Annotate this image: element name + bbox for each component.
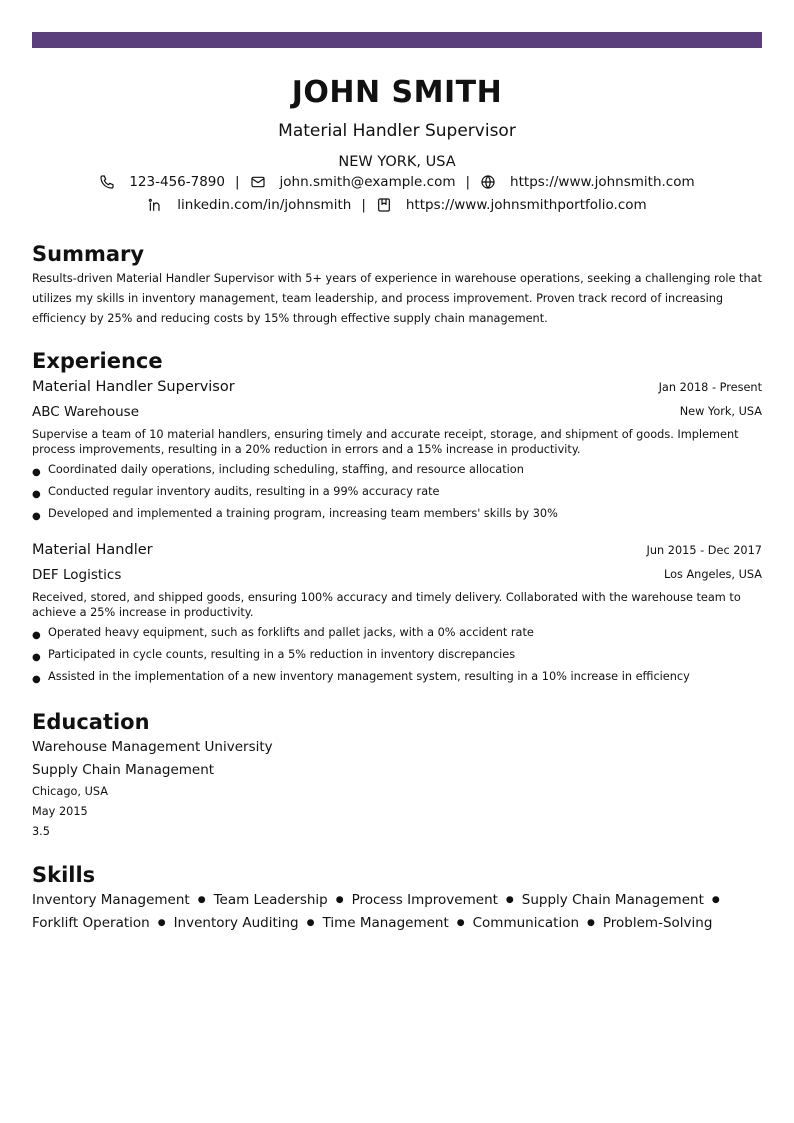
skill-item: Time Management	[322, 915, 449, 931]
candidate-location: NEW YORK, USA	[338, 154, 456, 170]
skill-item: Forklift Operation	[32, 915, 150, 931]
education-gpa: 3.5	[32, 825, 50, 838]
experience-heading: Experience	[32, 349, 163, 373]
job-bullets	[32, 459, 762, 525]
skills-heading: Skills	[32, 863, 96, 887]
contact-email[interactable]	[250, 173, 456, 191]
skill-separator: ●	[335, 895, 344, 905]
contact-separator: |	[465, 174, 471, 190]
education-date: May 2015	[32, 805, 88, 818]
contact-separator: |	[234, 174, 240, 190]
email-text[interactable]: john.smith@example.com	[279, 174, 456, 190]
contact-line-secondary	[32, 196, 762, 214]
skill-item: Problem-Solving	[602, 915, 713, 931]
skill-item: Inventory Auditing	[173, 915, 299, 931]
summary-heading: Summary	[32, 242, 145, 266]
list-item: ● Assisted in the implementation of a new inventory management system, resulting in a 10% increase in efficiency	[32, 666, 762, 688]
portfolio-text[interactable]: https://www.johnsmithportfolio.com	[405, 197, 647, 213]
job-bullets	[32, 622, 762, 688]
contact-line-primary	[32, 173, 762, 191]
list-item: ● Operated heavy equipment, such as forklifts and pallet jacks, with a 0% accident rate	[32, 622, 762, 644]
skill-item: Supply Chain Management	[521, 892, 704, 908]
skills-line-2	[32, 914, 762, 932]
phone-text[interactable]: 123-456-7890	[129, 174, 225, 190]
contact-linkedin[interactable]	[147, 196, 351, 214]
skill-item: Communication	[472, 915, 580, 931]
job-dates: Jan 2018 - Present	[658, 381, 762, 394]
skill-separator: ●	[505, 895, 514, 905]
linkedin-text[interactable]: linkedin.com/in/johnsmith	[177, 197, 352, 213]
contact-separator: |	[361, 197, 366, 213]
skill-separator: ●	[711, 895, 720, 905]
education-location: Chicago, USA	[32, 785, 108, 798]
linkedin-icon	[147, 197, 163, 213]
portfolio-icon	[376, 197, 392, 213]
globe-icon	[480, 174, 496, 190]
job-location: New York, USA	[679, 405, 762, 418]
list-item: ● Coordinated daily operations, including scheduling, staffing, and resource allocation	[32, 459, 762, 481]
job-role: Material Handler	[32, 542, 153, 558]
job-description: Supervise a team of 10 material handlers, ensuring timely and accurate receipt, storage, and shipment of goods. Implement process improvements, resulting in a 20% reduction in errors and a 15% increase in productivity.	[32, 428, 739, 456]
contact-portfolio[interactable]	[376, 196, 647, 214]
skill-item: Process Improvement	[351, 892, 498, 908]
skill-separator: ●	[456, 918, 465, 928]
skill-item: Team Leadership	[213, 892, 328, 908]
phone-icon	[99, 174, 115, 190]
job-description: Received, stored, and shipped goods, ensuring 100% accuracy and timely delivery. Collaborated with the warehouse team to achieve a 25% increase in productivity.	[32, 591, 741, 619]
summary-text: Results-driven Material Handler Supervisor with 5+ years of experience in warehouse operations, seeking a challenging role that utilizes my skills in inventory management, team leadership, and process improvement. Proven track record of increasing efficiency by 25% and reducing costs by 15% through effective supply chain management.	[32, 272, 762, 325]
candidate-name: JOHN SMITH	[291, 75, 503, 110]
contact-phone[interactable]	[99, 173, 225, 191]
accent-top-rule	[32, 32, 762, 48]
list-item: ● Developed and implemented a training program, increasing team members' skills by 30%	[32, 503, 762, 525]
job-role: Material Handler Supervisor	[32, 379, 235, 395]
skill-separator: ●	[157, 918, 166, 928]
email-icon	[250, 174, 266, 190]
education-school: Warehouse Management University	[32, 739, 273, 755]
skill-item: Inventory Management	[32, 892, 190, 908]
skills-line-1	[32, 891, 762, 909]
website-text[interactable]: https://www.johnsmith.com	[510, 174, 695, 190]
job-dates: Jun 2015 - Dec 2017	[646, 544, 762, 557]
skill-separator: ●	[587, 918, 595, 928]
education-heading: Education	[32, 710, 150, 734]
list-item: ● Conducted regular inventory audits, resulting in a 99% accuracy rate	[32, 481, 762, 503]
list-item: ● Participated in cycle counts, resulting in a 5% reduction in inventory discrepancies	[32, 644, 762, 666]
job-company: DEF Logistics	[32, 567, 122, 583]
skill-separator: ●	[197, 895, 206, 905]
education-degree: Supply Chain Management	[32, 762, 215, 778]
candidate-title: Material Handler Supervisor	[278, 121, 516, 141]
skill-separator: ●	[306, 918, 315, 928]
job-company: ABC Warehouse	[32, 404, 140, 420]
job-location: Los Angeles, USA	[663, 568, 762, 581]
contact-website[interactable]	[480, 173, 695, 191]
